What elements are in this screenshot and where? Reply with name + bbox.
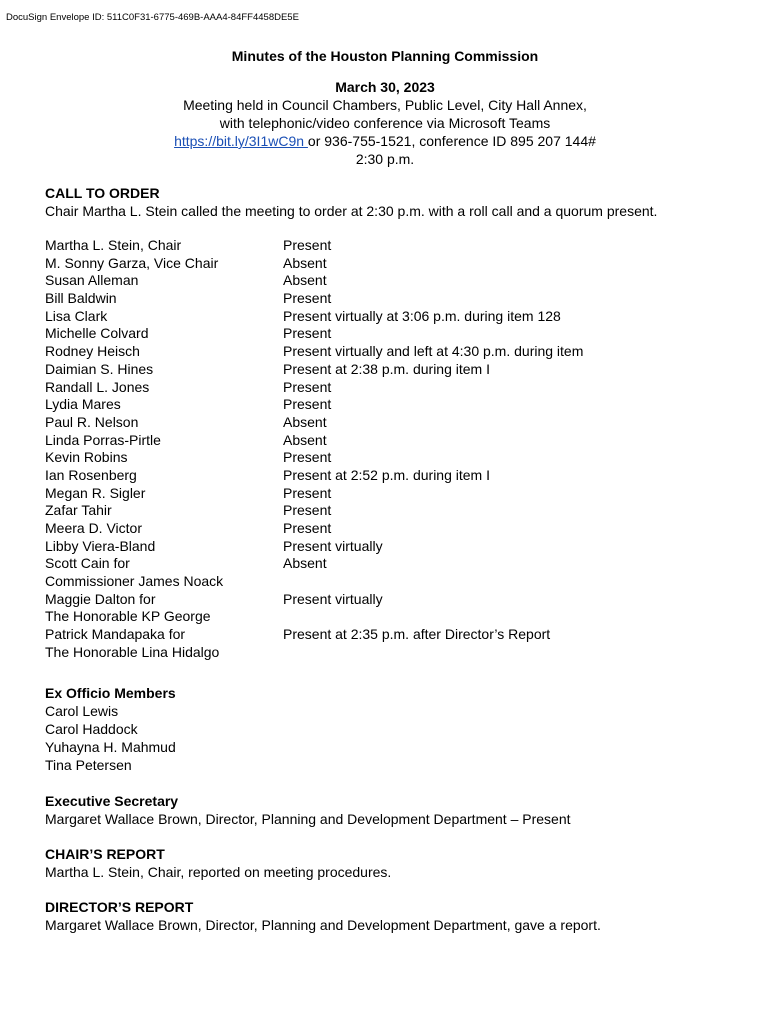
attendance-status: Present — [283, 396, 332, 413]
attendance-status: Present — [283, 484, 332, 501]
member-name: Randall L. Jones — [45, 378, 150, 395]
attendance-status: Absent — [283, 555, 327, 572]
attendance-status: Present — [283, 237, 332, 253]
attendance-status: Absent — [283, 272, 327, 289]
member-name: Ian Rosenberg — [45, 466, 137, 483]
ex-officio-heading: Ex Officio Members — [45, 685, 176, 701]
call-to-order-text: Chair Martha L. Stein called the meeting to order at 2:30 p.m. with a roll call and a quorum present. — [45, 203, 658, 219]
roster-row — [45, 432, 745, 450]
roster-row — [45, 644, 745, 662]
member-name: Lisa Clark — [45, 307, 108, 324]
link-line — [0, 132, 770, 150]
member-name: Susan Alleman — [45, 272, 139, 289]
directors-report-text: Margaret Wallace Brown, Director, Planning and Development Department, gave a report. — [45, 917, 601, 933]
meeting-time: 2:30 p.m. — [355, 151, 415, 167]
member-name: Martha L. Stein, Chair — [45, 237, 182, 253]
roster-row — [45, 626, 745, 644]
attendance-status: Present virtually — [283, 590, 383, 607]
roster-row — [45, 538, 745, 556]
member-name: Daimian S. Hines — [45, 360, 154, 377]
roster-row — [45, 573, 745, 591]
member-name: Paul R. Nelson — [45, 413, 139, 430]
chairs-report-text: Martha L. Stein, Chair, reported on meeting procedures. — [45, 864, 392, 880]
executive-secretary-section — [45, 792, 745, 828]
roster-row — [45, 485, 745, 503]
roster-row — [45, 308, 745, 326]
roster-row — [45, 608, 745, 626]
roster-row — [45, 237, 745, 255]
roster-row — [45, 449, 745, 467]
attendance-status: Absent — [283, 431, 327, 448]
executive-secretary-text: Margaret Wallace Brown, Director, Planning and Development Department – Present — [45, 811, 571, 827]
executive-secretary-heading: Executive Secretary — [45, 793, 179, 809]
roster-row — [45, 396, 745, 414]
roster-row — [45, 414, 745, 432]
document-title: Minutes of the Houston Planning Commission — [231, 48, 539, 64]
call-to-order-heading: CALL TO ORDER — [45, 185, 160, 201]
member-name: Zafar Tahir — [45, 502, 112, 519]
directors-report-section — [45, 898, 745, 934]
member-name: Commissioner James Noack — [45, 573, 224, 590]
attendance-status: Present at 2:52 p.m. during item I — [283, 466, 490, 483]
member-name: Kevin Robins — [45, 449, 128, 466]
roster-row — [45, 325, 745, 343]
roster-row — [45, 255, 745, 273]
roster-row — [45, 379, 745, 397]
member-name: Libby Viera-Bland — [45, 537, 156, 554]
conference-line: with telephonic/video conference via Microsoft Teams — [219, 115, 551, 131]
member-name: The Honorable Lina Hidalgo — [45, 643, 220, 660]
call-to-order-section — [45, 184, 745, 220]
ex-officio-member: Carol Lewis — [45, 703, 119, 719]
member-name: Lydia Mares — [45, 396, 121, 413]
member-name: Rodney Heisch — [45, 343, 140, 360]
member-name: Meera D. Victor — [45, 520, 142, 536]
location-line: Meeting held in Council Chambers, Public Level, City Hall Annex, — [183, 97, 587, 113]
directors-report-heading: DIRECTOR’S REPORT — [45, 899, 194, 915]
attendance-status: Present virtually and left at 4:30 p.m. during item — [283, 343, 584, 360]
member-name: Michelle Colvard — [45, 325, 149, 342]
meeting-link[interactable]: https://bit.ly/3I1wC9n — [174, 133, 308, 149]
ex-officio-member: Carol Haddock — [45, 721, 138, 737]
attendance-roster — [45, 237, 745, 662]
roster-row — [45, 343, 745, 361]
attendance-status: Absent — [283, 254, 327, 271]
member-name: Scott Cain for — [45, 555, 130, 572]
member-name: Linda Porras-Pirtle — [45, 431, 161, 448]
member-name: The Honorable KP George — [45, 608, 211, 625]
phone-conference-text: or 936-755-1521, conference ID 895 207 144# — [307, 133, 596, 149]
attendance-status: Present — [283, 378, 332, 395]
attendance-status: Present — [283, 449, 332, 466]
attendance-status: Present — [283, 502, 332, 519]
roster-row — [45, 591, 745, 609]
attendance-status: Present — [283, 325, 332, 342]
ex-officio-member: Yuhayna H. Mahmud — [45, 739, 176, 755]
roster-row — [45, 361, 745, 379]
attendance-status: Absent — [283, 413, 327, 430]
roster-row — [45, 290, 745, 308]
roster-row — [45, 502, 745, 520]
member-name: Maggie Dalton for — [45, 590, 156, 607]
roster-row — [45, 467, 745, 485]
docusign-envelope-id: DocuSign Envelope ID: 511C0F31-6775-469B-AAA4-84FF4458DE5E — [6, 12, 299, 23]
chairs-report-heading: CHAIR’S REPORT — [45, 846, 165, 862]
attendance-status: Present at 2:38 p.m. during item I — [283, 360, 490, 377]
meeting-date: March 30, 2023 — [335, 79, 435, 95]
attendance-status: Present — [283, 290, 332, 307]
member-name: Patrick Mandapaka for — [45, 626, 186, 643]
roster-row — [45, 272, 745, 290]
ex-officio-section — [45, 684, 745, 774]
roster-row — [45, 555, 745, 573]
member-name: Megan R. Sigler — [45, 484, 146, 501]
member-name: Bill Baldwin — [45, 290, 117, 307]
attendance-status: Present — [283, 520, 332, 536]
roster-row — [45, 520, 745, 538]
ex-officio-member: Tina Petersen — [45, 757, 132, 773]
member-name: M. Sonny Garza, Vice Chair — [45, 254, 219, 271]
attendance-status: Present virtually at 3:06 p.m. during item 128 — [283, 307, 561, 324]
attendance-status: Present virtually — [283, 537, 383, 554]
attendance-status: Present at 2:35 p.m. after Director’s Report — [283, 626, 551, 643]
chairs-report-section — [45, 845, 745, 881]
